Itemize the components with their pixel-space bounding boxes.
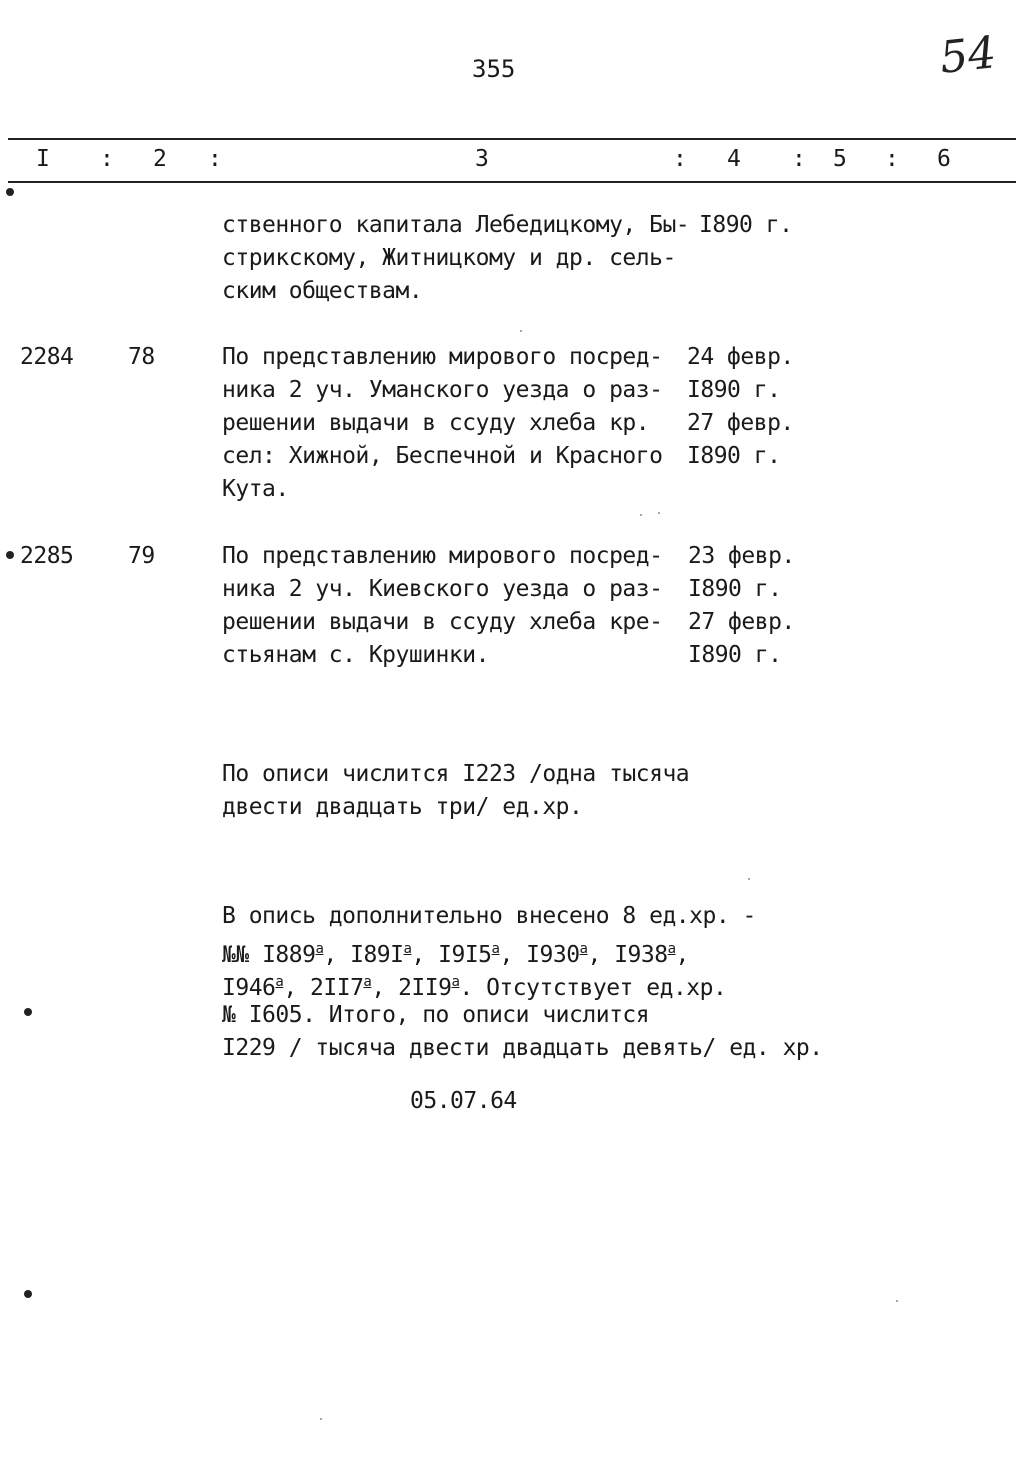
- dust-speck-icon: [320, 1418, 322, 1420]
- entry-description-line: сел: Хижной, Беспечной и Красного: [222, 443, 663, 469]
- entry-description-line: стьянам с. Крушинки.: [222, 642, 489, 668]
- entry-number: 2284: [20, 344, 74, 370]
- entry-date-line: I890 г.: [699, 212, 793, 238]
- entry-number: 2285: [20, 543, 74, 569]
- ink-blot-icon: [6, 188, 14, 196]
- handwritten-archive-mark: 54: [937, 27, 999, 84]
- dust-speck-icon: [896, 1300, 898, 1302]
- summary-line: двести двадцать три/ ед.хр.: [222, 794, 583, 820]
- column-header-6: 6: [937, 146, 951, 172]
- header-bottom-rule: [8, 181, 1016, 183]
- entry-item-number: 79: [128, 543, 155, 569]
- ink-blot-icon: [6, 551, 14, 559]
- entry-description-line: ственного капитала Лебедицкому, Бы-: [222, 212, 690, 238]
- addendum-line: $I946^а$, $2II7^а$, $2II9^а$. Отсутствует ед.хр.: [222, 974, 727, 1001]
- entry-description-line: По представлению мирового посред-: [222, 344, 663, 370]
- entry-description-line: Кута.: [222, 476, 289, 502]
- addendum-line: №№ $I889^а$, $I89I^а$, $I9I5^а$, $I930^а$, $I938^а$,: [222, 941, 689, 968]
- ink-blot-icon: [24, 1008, 32, 1016]
- addendum-line: В опись дополнительно внесено 8 ед.хр. -: [222, 903, 756, 929]
- column-header-4: 4: [727, 146, 741, 172]
- column-separator: :: [792, 146, 806, 172]
- dust-speck-icon: [748, 878, 750, 880]
- entry-date-line: I890 г.: [688, 576, 782, 602]
- entry-item-number: 78: [128, 344, 155, 370]
- addendum-line: I229 / тысяча двести двадцать девять/ ед. хр.: [222, 1035, 823, 1061]
- column-separator: :: [885, 146, 899, 172]
- dust-speck-icon: [658, 512, 660, 514]
- column-header-3: 3: [475, 146, 489, 172]
- column-separator: :: [673, 146, 687, 172]
- column-header-2: 2: [153, 146, 167, 172]
- column-header-1: I: [36, 146, 50, 172]
- ink-blot-icon: [24, 1290, 32, 1298]
- entry-description-line: ника 2 уч. Уманского уезда о раз-: [222, 377, 663, 403]
- entry-description-line: стрикскому, Житницкому и др. сель-: [222, 245, 676, 271]
- entry-date-line: I890 г.: [688, 642, 782, 668]
- summary-line: По описи числится I223 /одна тысяча: [222, 761, 690, 787]
- header-top-rule: [8, 138, 1016, 140]
- column-separator: :: [208, 146, 222, 172]
- entry-date-line: 24 февр.: [687, 344, 794, 370]
- dust-speck-icon: [640, 514, 642, 516]
- entry-date-line: 27 февр.: [688, 609, 795, 635]
- entry-date-line: 27 февр.: [687, 410, 794, 436]
- entry-description-line: По представлению мирового посред-: [222, 543, 663, 569]
- addendum-line: № I605. Итого, по описи числится: [222, 1002, 650, 1028]
- column-header-5: 5: [833, 146, 847, 172]
- entry-description-line: ника 2 уч. Киевского уезда о раз-: [222, 576, 663, 602]
- entry-description-line: решении выдачи в ссуду хлеба кр.: [222, 410, 650, 436]
- entry-description-line: решении выдачи в ссуду хлеба кре-: [222, 609, 663, 635]
- entry-date-line: I890 г.: [687, 377, 781, 403]
- entry-date-line: 23 февр.: [688, 543, 795, 569]
- entry-description-line: ским обществам.: [222, 278, 423, 304]
- entry-date-line: I890 г.: [687, 443, 781, 469]
- column-separator: :: [100, 146, 114, 172]
- dust-speck-icon: [520, 330, 522, 332]
- page-number: 355: [472, 55, 516, 83]
- footer-date: 05.07.64: [410, 1088, 517, 1114]
